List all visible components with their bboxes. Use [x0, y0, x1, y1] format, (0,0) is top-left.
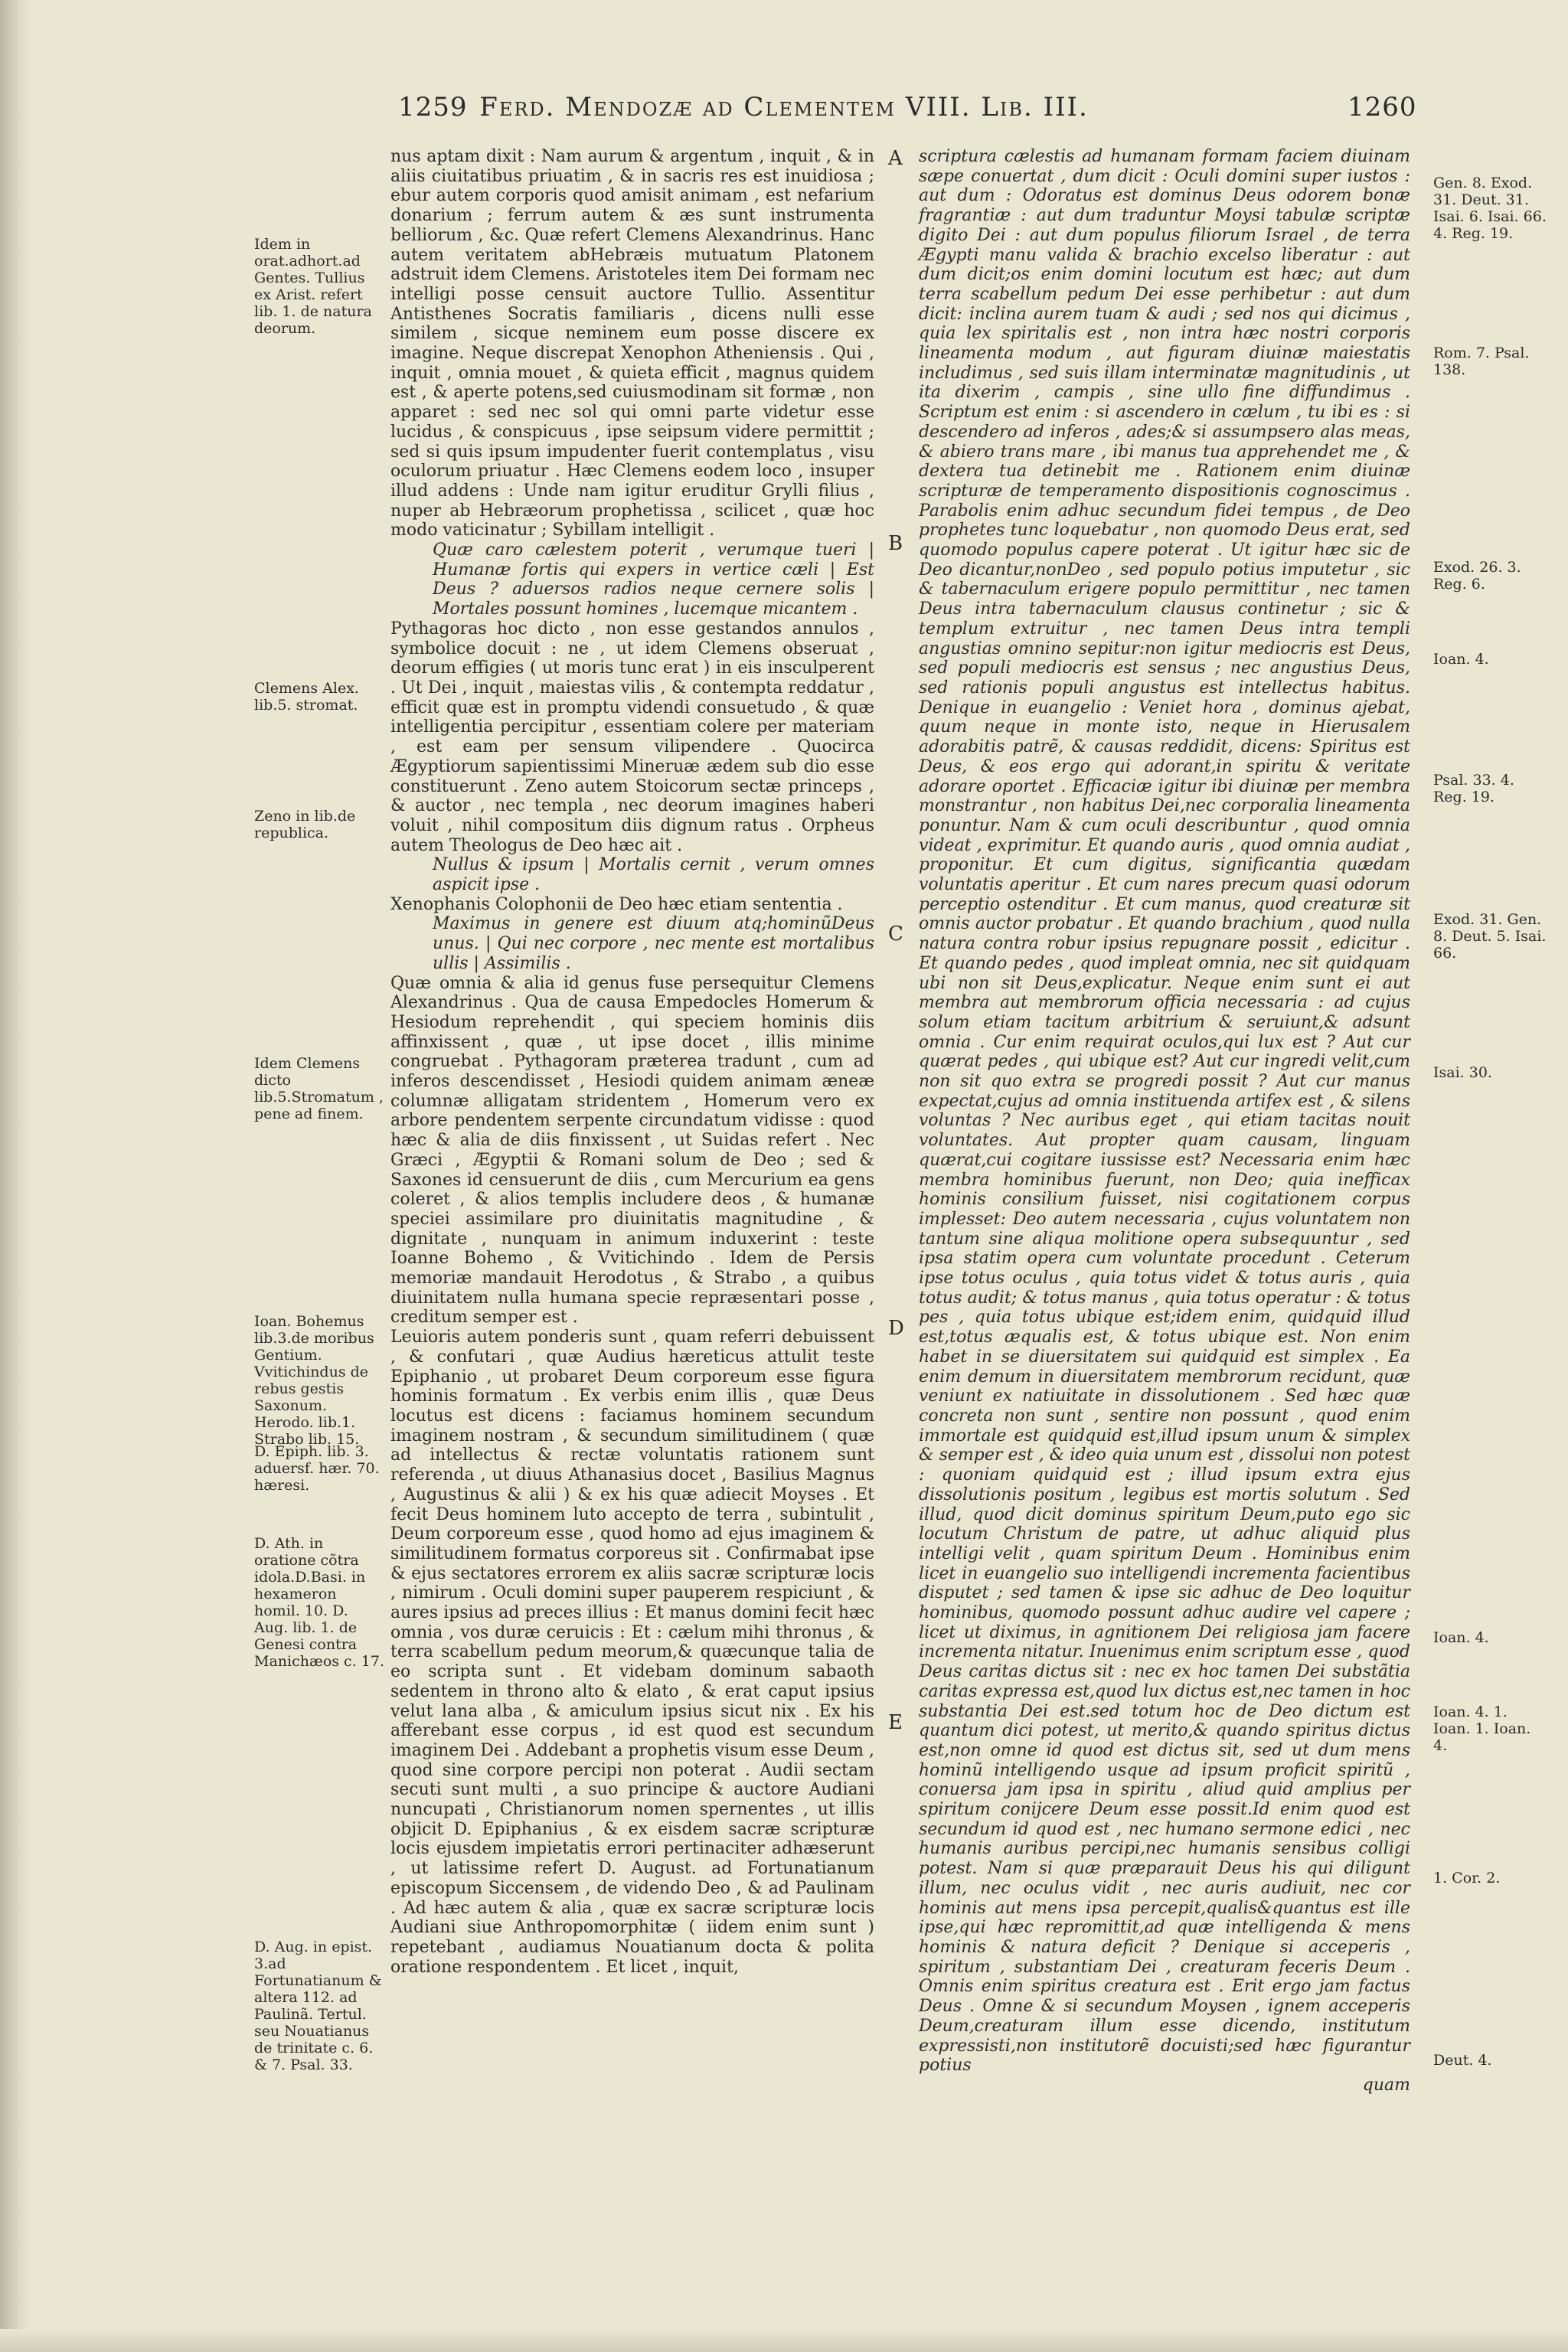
page-header	[0, 92, 1568, 138]
margin-note: Ioan. 4.	[1433, 1629, 1489, 1646]
right-text-column	[919, 147, 1410, 2096]
paragraph: Quæ omnia & alia id genus fuse persequitur Clemens Alexandrinus . Qua de causa Empedocles Homerum & Hesiodum reprehendit , qui speciem hominis diis affinxissent , quæ , ut ipse docet , illis minime congruebat . Pythagoram præterea tradunt , cum ad inferos descendisset , Hesiodi quidem animam æneæ columnæ alligatam stridentem , Homerum vero ex arbore pendentem serpente circundatum vidisse : quod hæc & alia de diis finxissent , ut Suidas refert . Nec Græci , Ægyptii & Romani solum de Deo ; sed & Saxones id censuerunt de diis , cum Mercurium ea gens coleret , & alios templis includere deos , & humanæ speciei assimilare pro diuinitatis magnitudine , & dignitate , nunquam in animum induxerint : teste Ioanne Bohemo , & Vvitichindo . Idem de Persis memoriæ mandauit Herodotus , & Strabo , a quibus diuinitatem nulla humana specie repræsentari posse , creditum semper est .	[390, 973, 874, 1328]
page-bottom-shadow	[0, 2329, 1568, 2352]
margin-note: 1. Cor. 2.	[1433, 1870, 1501, 1886]
margin-note: Idem in orat.adhort.ad Gentes. Tullius ex Arist. refert lib. 1. de natura deorum.	[254, 236, 372, 337]
margin-note: Zeno in lib.de republica.	[254, 808, 356, 841]
margin-note: Ioan. 4. 1. Ioan. 1. Ioan. 4.	[1433, 1704, 1531, 1754]
verse-quotation: Maximus in genere est diuum atq;hominũDeus unus. | Qui nec corpore , nec mente est mortalibus ullis | Assimilis .	[433, 914, 874, 973]
running-head: Ferd. Mendozæ ad Clementem VIII. Lib. III.	[479, 92, 1089, 122]
margin-note: Exod. 26. 3. Reg. 6.	[1433, 559, 1521, 593]
binding-shadow	[0, 0, 31, 2352]
paragraph: Leuioris autem ponderis sunt , quam referri debuissent , & confutari , quæ Audius hæreticus attulit teste Epiphanio , ut probaret Deum corporeum esse figura hominis formatum . Ex verbis enim illis , quæ Deus locutus est dicens : faciamus hominem secundum imaginem nostram , & secundum similitudinem ( quæ ad intellectus & rectæ voluntatis rationem sunt referenda , ut diuus Athanasius docet , Basilius Magnus , Augustinus & alii ) & ex his quæ adiecit Moyses . Et fecit Deus hominem luto accepto de terra , subintulit , Deum corporeum esse , quod homo ad ejus imaginem & similitudinem formatus corporeus sit . Confirmabat ipse & ejus sectatores errorem ex aliis sacræ scripturæ locis , nimirum . Oculi domini super pauperem respiciunt , & aures ipsius ad preces illius : Et manus domini fecit hæc omnia , vos duræ ceruicis : Et : cælum mihi thronus , & terra scabellum pedum meorum,& quæcunque talia de eo scripta sunt . Et videbam dominum sabaoth sedentem in throno alto & elato , & erat caput ipsius velut lana alba , & amiculum ipsius sicut nix . Ex his afferebant esse corpus , id est quod est secundum imaginem Dei . Addebant a prophetis visum esse Deum , quod sine corpore percipi non poterat . Audii sectam secuti sunt multi , a suo principe & auctore Audiani nuncupati , Christianorum nomen spernentes , ut illis objicit D. Epiphanius , & ex eisdem sacræ scripturæ locis ejusdem impietatis errori pertinaciter adhæserunt , ut latissime refert D. August. ad Fortunatianum episcopum Siccensem , de videndo Deo , & ad Paulinam . Ad hæc autem & alia , quæ ex sacræ scripturæ locis Audiani siue Anthropomorphitæ ( iidem enim sunt ) repetebant , audiamus Nouatianum docta & polita oratione respondentem . Et licet , inquit,	[390, 1328, 874, 1977]
section-letter-c: C	[888, 923, 903, 946]
page-number-right: 1260	[1348, 92, 1417, 122]
margin-note: D. Aug. in epist. 3.ad Fortunatianum & altera 112. ad Paulinã. Tertul. seu Nouatianus de trinitate c. 6. & 7. Psal. 33.	[254, 1939, 382, 2073]
margin-note: D. Epiph. lib. 3. aduersf. hær. 70. hæresi.	[254, 1443, 380, 1494]
paragraph: nus aptam dixit : Nam aurum & argentum , inquit , & in aliis ciuitatibus priuatim , & in sacris res est inuidiosa ; ebur autem corporis quod amisit animam , est nefarium donarium ; ferrum autem & æs sunt instrumenta belliorum , &c. Quæ refert Clemens Alexandrinus. Hanc autem veritatem abHebræis mutuatum Platonem adstruit idem Clemens. Aristoteles item Dei formam nec intelligi posse censuit auctore Tullio. Assentitur Antisthenes Socratis familiaris , dicens nulli esse similem , sicque neminem eum posse discere ex imagine. Neque discrepat Xenophon Atheniensis . Qui , inquit , omnia mouet , & quieta efficit , magnus quidem est , & aperte potens,sed cuiusmodinam sit formæ , non apparet : sed nec sol qui omni parte videtur esse lucidus , & conspicuus , ipse seipsum videre permittit ; sed si quis ipsum impudenter fuerit contemplatus , visu oculorum priuatur . Hæc Clemens eodem loco , insuper illud addens : Unde nam igitur eruditur Grylli filius , nuper ab Hebræorum prophetissa , scilicet , quæ hoc modo vaticinatur ; Sybillam intelligit .	[390, 147, 874, 541]
margin-note: Rom. 7. Psal. 138.	[1433, 345, 1530, 378]
margin-note: Isai. 30.	[1433, 1064, 1492, 1081]
paragraph: Pythagoras hoc dicto , non esse gestandos annulos , symbolice docuit : ne , ut idem Clemens obseruat , deorum effigies ( ut moris tunc erat ) in eis insculperent . Ut Dei , inquit , maiestas vilis , & contempta reddatur , efficit quæ est in promptu videndi consuetudo , & quæ intelligentia percipitur , essentiam colere per materiam , est eam per sensum vilipendere . Quocirca Ægyptiorum sapientissimi Mineruæ ædem sub dio esse constituerunt . Zeno autem Stoicorum sectæ princeps , & auctor , nec templa , nec deorum imagines haberi voluit , nihil compositum diis dignum ratus . Orpheus autem Theologus de Deo hæc ait .	[390, 619, 874, 855]
margin-note: D. Ath. in oratione cõtra idola.D.Basi. in hexameron homil. 10. D. Aug. lib. 1. de Genesi contra Manichæos c. 17.	[254, 1535, 384, 1670]
verse-quotation: Nullus & ipsum | Mortalis cernit , verum omnes aspicit ipse .	[433, 855, 874, 895]
paragraph: Xenophanis Colophonii de Deo hæc etiam sententia .	[390, 894, 843, 914]
section-letter-a: A	[888, 147, 903, 170]
page-number-left: 1259	[398, 92, 468, 122]
margin-note: Gen. 8. Exod. 31. Deut. 31. Isai. 6. Isai. 66. 4. Reg. 19.	[1433, 175, 1547, 242]
paragraph: scriptura cælestis ad humanam formam faciem diuinam sæpe conuertat , dum dicit : Oculi domini super iustos : aut dum : Odoratus est dominus Deus odorem bonæ fragrantiæ : aut dum traduntur Moysi tabulæ scriptæ digito Dei : aut dum populus filiorum Israel , de terra Ægypti manu valida & brachio excelso liberatur : aut dum dicit;os enim domini locutum est hæc; aut dum terra scabellum pedum Dei esse perhibetur : aut dum dicit: inclina aurem tuam & audi ; sed nos qui dicimus , quia lex spiritalis est , non intra hæc nostri corporis lineamenta modum , aut figuram diuinæ maiestatis includimus , sed suis illam interminatæ magnitudinis , ut ita dixerim , campis , sine ullo fine diffundimus . Scriptum est enim : si ascendero in cælum , tu ibi es : si descendero ad inferos , ades;& si assumpsero alas meas, & abiero trans mare , ibi manus tua apprehendet me , & dextera tua detinebit me . Rationem enim diuinæ scripturæ de temperamento dispositionis cognoscimus . Parabolis enim adhuc secundum fidei tempus , de Deo prophetes tunc loquebatur , non quomodo Deus erat, sed quomodo populus capere poterat . Ut igitur hæc sic de Deo dicantur,nonDeo , sed populo potius imputetur , sic & tabernaculum erigere populo permittitur , nec tamen Deus intra tabernaculum clausus continetur ; sic & templum extruitur , nec tamen Deus intra templi angustias omnino sepitur:non igitur mediocris est Deus, sed populi mediocris est sensus ; nec angustius Deus, sed rationis populi angustus est intellectus habitus. Denique in euangelio : Veniet hora , dominus ajebat, quum neque in monte isto, neque in Hierusalem adorabitis patrẽ, & causas reddidit, dicens: Spiritus est Deus, & eos ergo qui adorant,in spiritu & veritate adorare oportet . Efficaciæ igitur ibi diuinæ per membra monstrantur , non habitus Dei,nec corporalia lineamenta ponuntur. Nam & cum oculi describuntur , quod omnia videat , exprimitur. Et quando auris , quod omnia audiat , proponitur. Et cum digitus, significantia quædam voluntatis aperitur . Et cum nares precum quasi odorum perceptio ostenditur . Et cum manus, quod creaturæ sit omnis auctor probatur . Et quando brachium , quod nulla natura contra robur ipsius repugnare possit , edicitur . Et quando pedes , quod impleat omnia, nec sit quidquam ubi non sit Deus,explicatur. Neque enim sunt ei aut membra aut membrorum officia necessaria : ad cujus solum etiam tacitum arbitrium & seruiunt,& adsunt omnia . Cur enim requirat oculos,qui lux est ? Aut cur quærat pedes , qui ubique est? Aut cur ingredi velit,cum non sit quo extra se progredi possit ? Aut cur manus expectat,cujus ad omnia instituenda artifex est , & silens voluntas ? Nec auribus eget , qui etiam tacitas nouit voluntates. Aut propter quam causam, linguam quærat,cui cogitare iussisse est? Necessaria enim hæc membra hominibus fuerunt, non Deo; quia inefficax hominis consilium fuisset, nisi cogitationem corpus implesset: Deo autem necessaria , cujus voluntatem non tantum sine aliqua molitione opera subsequuntur , sed ipsa statim opera cum voluntate procedunt . Ceterum ipse totus oculus , quia totus videt & totus auris , quia totus audit; & totus manus , quia totus operatur : & totus pes , quia totus ubique est;idem enim, quidquid illud est,totus æqualis est, & totus ubique est. Non enim habet in se diuersitatem sui quidquid est simplex . Ea enim demum in diuersitatem membrorum recidunt, quæ veniunt ex natiuitate in dissolutionem . Sed hæc quæ concreta non sunt , sentire non possunt , quod enim immortale est quidquid est,illud ipsum unum & simplex & semper est , & ideo quia unum est , dissolui non potest : quoniam quidquid est ; illud ipsum extra ejus dissolutionis positum , legibus est mortis solutum . Sed illud, quod dicit dominus spiritum Deum,puto ego sic locutum Christum de patre, ut adhuc aliquid plus intelligi velit , quam spiritum Deum . Hominibus enim licet in euangelio suo intelligendi incrementa facientibus disputet ; sed tamen & ipse sic adhuc de Deo loquitur hominibus, quomodo possunt adhuc audire vel capere ; licet ut diximus, in agnitionem Dei religiosa jam facere incrementa nitatur. Inuenimus enim scriptum esse , quod Deus caritas dictus sit : nec ex hoc tamen Dei substãtia caritas expressa est,quod lux dictus est,nec tamen in hoc substantia Dei est.sed totum hoc de Deo dictum est quantum dici potest, ut merito,& quando spiritus dictus est,non omne id quod est dictus sit, sed ut dum mens hominũ intelligendo usque ad ipsum proficit spiritũ , conuersa jam ipsa in spiritu , aliud quid amplius per spiritum conijcere Deum esse possit.Id enim quod est secundum id quod est , nec humano sermone edici , nec humanis auribus percipi,nec humanis sensibus colligi potest. Nam si quæ præparauit Deus his qui diligunt illum, nec oculus vidit , nec auris audiuit, nec cor hominis aut mens ipsa percepit,qualis&quantus est ille ipse,qui hæc repromittit,ad quæ intelligenda & mens hominis & natura deficit ? Denique si acceperis , spiritum , substantiam Dei , creaturam feceris Deum . Omnis enim spiritus creatura est . Erit ergo jam factus Deus . Omne & si secundum Moysen , ignem acceperis Deum,creaturam illum esse dicendo, institutum expressisti,non institutorẽ docuisti;sed hæc figurantur potius	[919, 147, 1410, 2076]
section-letter-b: B	[888, 532, 903, 555]
margin-note: Ioan. Bohemus lib.3.de moribus Gentium. Vvitichindus de rebus gestis Saxonum. Herodo. lib.1. Strabo lib. 15.	[254, 1313, 374, 1448]
section-letter-e: E	[888, 1711, 903, 1734]
margin-note: Clemens Alex. lib.5. stromat.	[254, 680, 359, 714]
left-text-column	[390, 147, 874, 1977]
margin-note: Deut. 4.	[1433, 2052, 1492, 2069]
margin-note: Psal. 33. 4. Reg. 19.	[1433, 772, 1514, 805]
verse-quotation: Quæ caro cælestem poterit , verumque tueri | Humanæ fortis qui expers in vertice cæli | Est Deus ? aduersos radios neque cernere solis | Mortales possunt homines , lucemque micantem .	[433, 541, 874, 619]
section-letter-d: D	[888, 1317, 904, 1340]
margin-note: Exod. 31. Gen. 8. Deut. 5. Isai. 66.	[1433, 911, 1547, 962]
margin-note: Ioan. 4.	[1433, 651, 1489, 668]
catchword: quam	[1362, 2075, 1410, 2095]
margin-note: Idem Clemens dicto lib.5.Stromatum , pene ad finem.	[254, 1055, 384, 1122]
